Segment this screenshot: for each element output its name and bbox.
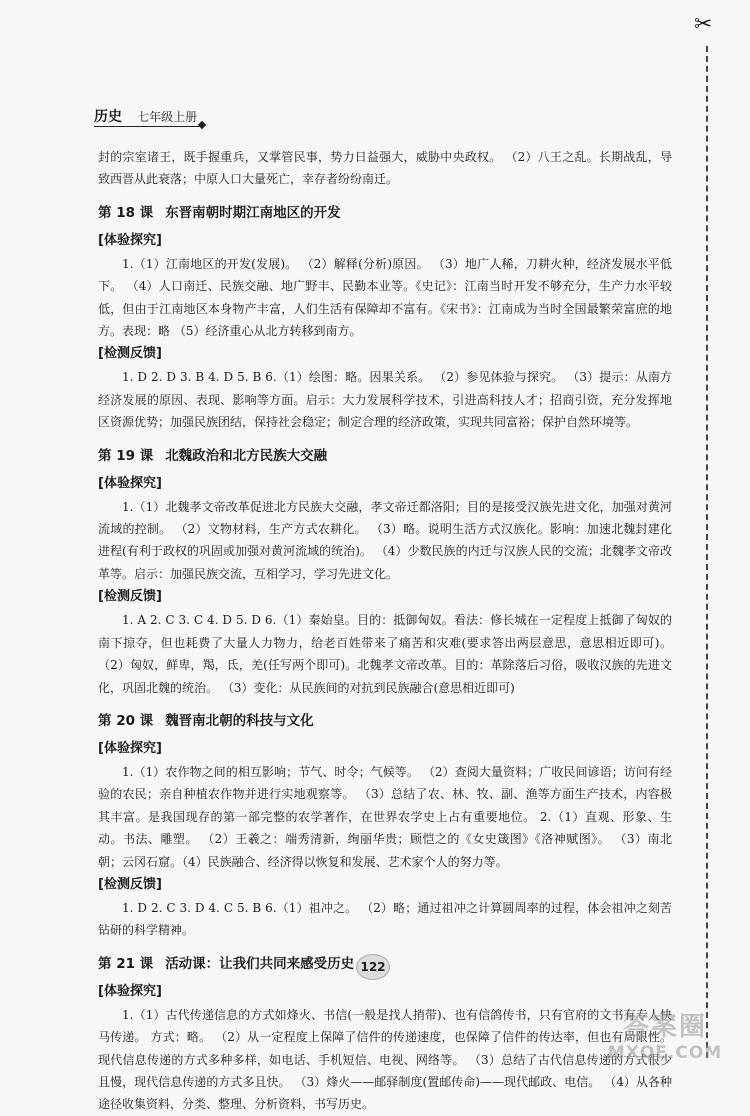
section-text: 1.（1）江南地区的开发(发展)。 （2）解释(分析)原因。 （3）地广人稀，刀耕火种，经济发展水平低下。 （4）人口南迁、民族交融、地广野丰、民勤本业等。《史记》：江南当时开发不够充分，生产力水平较低，但由于江南地区本身物产丰富，人们生活有保障却不富有。《宋书》：江南成为当时全国最繁荣富庶的地方。表现：略 （5）经济重心从北方转移到南方。: [98, 256, 672, 339]
lesson-heading: [98, 201, 672, 225]
lesson-21: [98, 952, 672, 1116]
lesson-number: 第 20 课: [98, 712, 154, 729]
header-rule: [94, 126, 202, 127]
grade-label: 七年级上册: [137, 110, 198, 124]
cut-line: [706, 46, 708, 1058]
watermark-logo-text: 答案圈: [622, 1011, 707, 1042]
lesson-number: 第 18 课: [98, 204, 154, 221]
lesson-number: 第 21 课: [98, 955, 154, 972]
section-tag: [检测反馈]: [98, 589, 162, 605]
section-text: 1. D 2. D 3. B 4. D 5. B 6.（1）绘图：略。因果关系。 （2）参见体验与探究。 （3）提示：从南方经济发展的原因、表现、影响等方面。启示：大力发展科学技术，引进高科技人才；招商引资，充分发挥地区资源优势；加强民族团结，保持社会稳定；制定合理的经济政策，实现共同富裕；保护自然环境等。: [98, 370, 672, 430]
section-tag: [检测反馈]: [98, 346, 162, 362]
section-tag: [体验探究]: [98, 475, 162, 491]
lesson-heading: [98, 444, 672, 468]
section-text: 1. A 2. C 3. C 4. D 5. D 6.（1）秦始皇。目的：抵御匈奴。看法：修长城在一定程度上抵御了匈奴的南下掠夺，但也耗费了大量人力物力，给老百姓带来了痛苦和灾难(要求答出两层意思，意思相近即可)。 （2）匈奴，鲜卑，羯，氐，羌(任写两个即可)。北魏孝文帝改革。目的：革除落后习俗，吸收汉族的先进文化，巩固北魏的统治。 （3）变化：从民族间的对抗到民族融合(意思相近即可): [98, 613, 672, 695]
watermark: [590, 1006, 740, 1062]
section-tag: [检测反馈]: [98, 876, 162, 892]
subject-label: 历史: [94, 109, 122, 125]
section-tag: [体验探究]: [98, 740, 162, 756]
section-text: 1. D 2. C 3. D 4. C 5. B 6.（1）祖冲之。 （2）略；通过祖冲之计算圆周率的过程，体会祖冲之刻苦钻研的科学精神。: [98, 900, 672, 938]
diamond-icon: [198, 121, 206, 129]
lesson-title: 东晋南朝时期江南地区的开发: [165, 204, 341, 221]
lesson-title: 活动课：让我们共同来感受历史: [165, 955, 355, 972]
section-text: 1.（1）古代传递信息的方式如烽火、书信(一般是找人捎带)、也有信鸽传书，只有官府的文书有专人快马传递。 方式：略。 （2）从一定程度上保障了信件的传递速度，也保障了信件的传达率，但也有局限性。现代信息传递的方式多种多样，如电话、手机短信、电视、网络等。 （3）总结了古代信息传递的方式很少且慢，现代信息传递的方式多且快。 （3）烽火——邮驿制度(置邮传命)——现代邮政、电信。 （4）从各种途径收集资料，分类、整理、分析资料，书写历史。: [98, 1007, 672, 1112]
lesson-heading: [98, 709, 672, 733]
page-header: [94, 106, 394, 128]
scissors-icon: ✂: [694, 12, 713, 37]
watermark-url: MXQE.COM: [607, 1042, 723, 1063]
section-text: 1.（1）北魏孝文帝改革促进北方民族大交融，孝文帝迁都洛阳；目的是接受汉族先进文化，加强对黄河流域的控制。 （2）文物材料，生产方式农耕化。 （3）略。说明生活方式汉族化。影响：加速北魏封建化进程(有利于政权的巩固或加强对黄河流域的统治)。 （4）少数民族的内迁与汉族人民的交流；北魏孝文帝改革等。启示：加强民族交流，互相学习，学习先进文化。: [98, 499, 672, 581]
lesson-number: 第 19 课: [98, 447, 154, 464]
lesson-19: [98, 444, 672, 699]
intro-paragraph: 封的宗室诸王，既手握重兵，又掌管民事，势力日益强大，威胁中央政权。 （2）八王之乱。长期战乱，导致西晋从此衰落；中原人口大量死亡，幸存者纷纷南迁。: [98, 150, 672, 187]
page-number: 122: [356, 954, 390, 980]
lesson-20: [98, 709, 672, 942]
lesson-title: 北魏政治和北方民族大交融: [165, 447, 328, 464]
lesson-18: [98, 201, 672, 434]
section-tag: [体验探究]: [98, 232, 162, 248]
section-text: 1.（1）农作物之间的相互影响；节气、时令；气候等。 （2）查阅大量资料；广收民间谚语；访问有经验的农民；亲自种植农作物并进行实地观察等。 （3）总结了农、林、牧、副、渔等方面生产技术，内容极其丰富。是我国现存的第一部完整的农学著作，在世界农学史上占有重要地位。 2.（1）直观、形象、生动。书法、雕塑。 （2）王羲之：端秀清新，绚丽华贵；顾恺之的《女史箴图》《洛神赋图》。 （3）南北朝；云冈石窟。（4）民族融合、经济得以恢复和发展、艺术家个人的努力等。: [98, 764, 672, 869]
section-tag: [体验探究]: [98, 983, 162, 999]
lesson-title: 魏晋南北朝的科技与文化: [165, 712, 314, 729]
